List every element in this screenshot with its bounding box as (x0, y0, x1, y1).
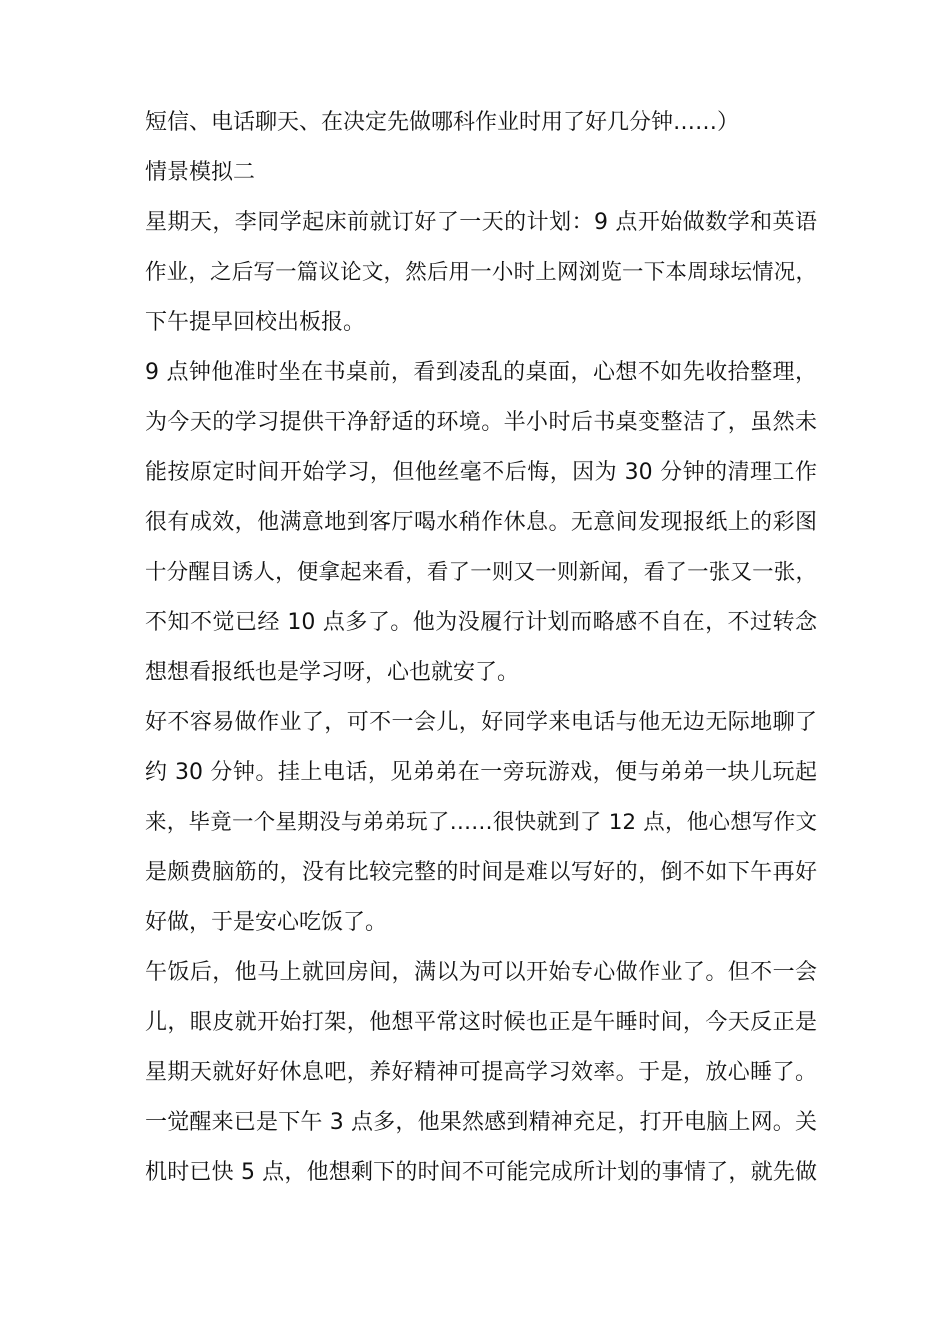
text-line-6: 9 点钟他准时坐在书桌前，看到凌乱的桌面，心想不如先收拾整理， (145, 360, 817, 385)
text-line-7: 为今天的学习提供干净舒适的环境。半小时后书桌变整洁了，虽然未 (145, 410, 817, 435)
text-line-1: 短信、电话聊天、在决定先做哪科作业时用了好几分钟……） (145, 110, 740, 135)
text-line-20: 星期天就好好休息吧，养好精神可提高学习效率。于是，放心睡了。 (145, 1060, 817, 1085)
text-line-15: 来，毕竟一个星期没与弟弟玩了……很快就到了 12 点，他心想写作文 (145, 810, 817, 835)
text-line-9: 很有成效，他满意地到客厅喝水稍作休息。无意间发现报纸上的彩图 (145, 510, 817, 535)
text-line-22: 机时已快 5 点，他想剩下的时间不可能完成所计划的事情了，就先做 (145, 1160, 817, 1185)
text-line-3: 星期天，李同学起床前就订好了一天的计划：9 点开始做数学和英语 (145, 210, 817, 235)
text-line-4: 作业，之后写一篇议论文，然后用一小时上网浏览一下本周球坛情况， (145, 260, 817, 285)
text-line-10: 十分醒目诱人，便拿起来看，看了一则又一则新闻，看了一张又一张， (145, 560, 817, 585)
section-heading: 情景模拟二 (145, 160, 256, 185)
text-line-14: 约 30 分钟。挂上电话，见弟弟在一旁玩游戏，便与弟弟一块儿玩起 (145, 760, 817, 785)
text-line-18: 午饭后，他马上就回房间，满以为可以开始专心做作业了。但不一会 (145, 960, 817, 985)
text-line-5: 下午提早回校出板报。 (145, 310, 366, 335)
document-page (145, 98, 817, 1198)
text-line-11: 不知不觉已经 10 点多了。他为没履行计划而略感不自在，不过转念 (145, 610, 817, 635)
text-line-8: 能按原定时间开始学习，但他丝毫不后悔，因为 30 分钟的清理工作 (145, 460, 817, 485)
text-line-12: 想想看报纸也是学习呀，心也就安了。 (145, 660, 520, 685)
text-line-17: 好做，于是安心吃饭了。 (145, 910, 388, 935)
text-line-19: 儿，眼皮就开始打架，他想平常这时候也正是午睡时间，今天反正是 (145, 1010, 817, 1035)
text-line-21: 一觉醒来已是下午 3 点多，他果然感到精神充足，打开电脑上网。关 (145, 1110, 817, 1135)
text-line-16: 是颇费脑筋的，没有比较完整的时间是难以写好的，倒不如下午再好 (145, 860, 817, 885)
text-line-13: 好不容易做作业了，可不一会儿，好同学来电话与他无边无际地聊了 (145, 710, 817, 735)
